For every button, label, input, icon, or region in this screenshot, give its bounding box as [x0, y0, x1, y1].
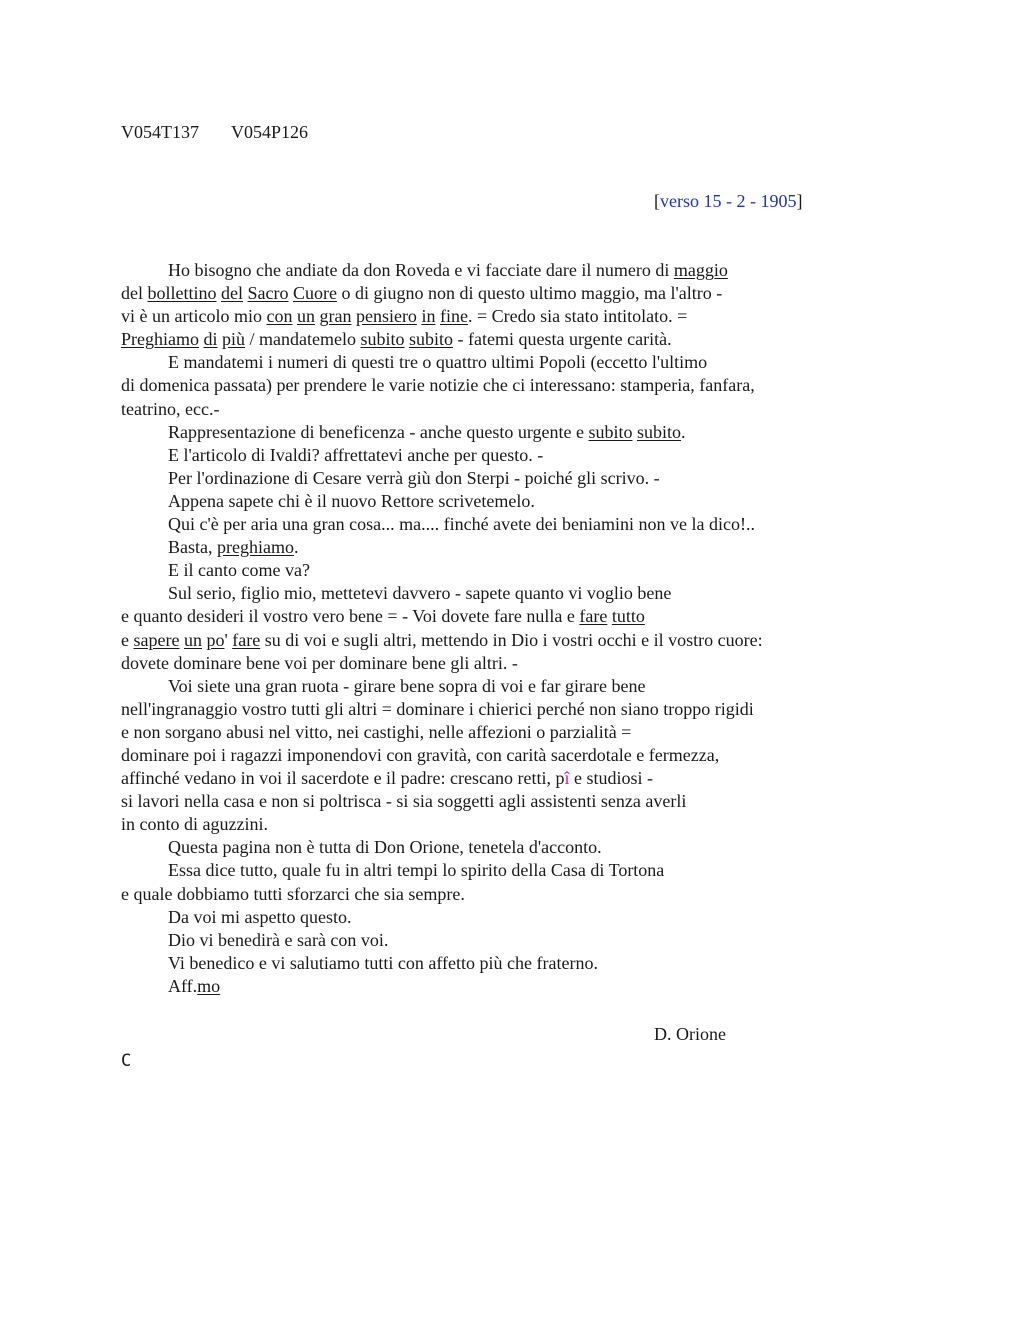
signature: D. Orione	[654, 1024, 726, 1044]
underlined-word: fine	[439, 306, 468, 327]
letter-line: E mandatemi i numeri di questi tre o quattro ultimi Popoli (eccetto l'ultimo	[168, 352, 708, 373]
highlighted-character: î	[564, 768, 570, 789]
letter-line	[121, 629, 851, 652]
letter-line: e quale dobbiamo tutti sforzarci che sia sempre.	[121, 883, 465, 904]
letter-line: in conto di aguzzini.	[121, 814, 268, 835]
underlined-word: fare	[232, 629, 261, 650]
volume-code: V054T137	[121, 122, 199, 142]
letter-line: E il canto come va?	[168, 560, 310, 581]
letter-line: Sul serio, figlio mio, mettetevi davvero - sapete quanto vi voglio bene	[168, 583, 672, 604]
text-run: Rappresentazione di beneficenza - anche questo urgente e	[168, 421, 589, 442]
letter-line: Per l'ordinazione di Cesare verrà giù don Sterpi - poiché gli scrivo. -	[168, 467, 660, 488]
letter-line: teatrino, ecc.-	[121, 398, 220, 419]
letter-line	[121, 975, 851, 998]
text-run: / mandatemelo	[245, 329, 361, 350]
letter-line	[121, 767, 851, 790]
text-run: o di giugno non di questo ultimo maggio, ma l'altro -	[336, 283, 723, 304]
underlined-word: Cuore	[292, 283, 337, 304]
letter-line: Questa pagina non è tutta di Don Orione, tenetela d'acconto.	[168, 837, 602, 858]
text-run: Ho bisogno che andiate da don Roveda e vi facciate dare il numero di	[168, 260, 674, 280]
text-run: e	[121, 629, 134, 650]
text-run: e studiosi -	[569, 768, 653, 789]
text-run: del	[121, 283, 148, 304]
letter-line	[121, 328, 851, 351]
letter-line: Da voi mi aspetto questo.	[168, 906, 352, 927]
text-run: - fatemi questa urgente carità.	[453, 329, 672, 350]
underlined-word: con	[266, 306, 293, 327]
letter-line	[121, 536, 851, 559]
letter-line: Qui c'è per aria una gran cosa... ma.... finché avete dei beniamini non ve la dico!..	[168, 514, 756, 535]
page-code: V054P126	[231, 122, 309, 142]
underlined-word: sapere	[133, 629, 180, 650]
text-run: affinché vedano in voi il sacerdote e il padre: crescano retti, p	[121, 768, 565, 789]
letter-line: si lavori nella casa e non si poltrisca - si sia soggetti agli assistenti senza averli	[121, 791, 687, 812]
letter-line	[121, 605, 851, 628]
text-run: Aff.	[168, 975, 198, 996]
underlined-word: pensiero	[355, 306, 417, 327]
letter-line	[121, 421, 851, 444]
text-run: vi è un articolo mio	[121, 306, 267, 327]
text-run: e quanto desideri il vostro vero bene = - Voi dovete fare nulla e	[121, 606, 580, 627]
underlined-word: un	[296, 306, 315, 327]
text-run: '	[224, 629, 233, 650]
underlined-word: Preghiamo	[121, 329, 199, 350]
underlined-word: mo	[197, 975, 221, 996]
underlined-word: maggio	[673, 260, 728, 280]
letter-line: Vi benedico e vi salutiamo tutti con affetto più che fraterno.	[168, 952, 598, 973]
letter-line: dovete dominare bene voi per dominare bene gli altri. -	[121, 652, 518, 673]
letter-line: Dio vi benedirà e sarà con voi.	[168, 929, 389, 950]
document-codes	[121, 121, 308, 144]
footer-mark: C	[121, 1051, 132, 1071]
date-note	[654, 190, 802, 213]
underlined-word: tutto	[611, 606, 645, 627]
letter-line	[121, 259, 851, 282]
underlined-word: gran	[319, 306, 352, 327]
letter-line	[121, 305, 851, 328]
text-run: su di voi e sugli altri, mettendo in Dio i vostri occhi e il vostro cuore:	[260, 629, 763, 650]
letter-line: E l'articolo di Ivaldi? affrettatevi anche per questo. -	[168, 444, 544, 465]
date-bracket-open: [	[654, 191, 660, 211]
underlined-word: subito	[360, 329, 405, 350]
text-run: .	[293, 537, 299, 558]
letter-line	[121, 282, 851, 305]
text-run: . = Credo sia stato intitolato. =	[467, 306, 688, 327]
underlined-word: Sacro	[247, 283, 289, 304]
text-run: Basta,	[168, 537, 217, 558]
date-bracket-close: ]	[796, 191, 803, 211]
underlined-word: subito	[588, 421, 633, 442]
letter-line: dominare poi i ragazzi imponendovi con gravità, con carità sacerdotale e fermezza,	[121, 744, 720, 765]
underlined-word: fare	[579, 606, 608, 627]
underlined-word: po	[206, 629, 225, 650]
underlined-word: subito	[636, 421, 681, 442]
underlined-word: preghiamo	[217, 537, 294, 558]
letter-line: nell'ingranaggio vostro tutti gli altri = dominare i chierici perché non siano troppo rigidi	[121, 698, 754, 719]
letter-line: di domenica passata) per prendere le varie notizie che ci interessano: stamperia, fanfara,	[121, 375, 755, 396]
underlined-word: in	[421, 306, 436, 327]
underlined-word: subito	[409, 329, 454, 350]
letter-line: Appena sapete chi è il nuovo Rettore scrivetemelo.	[168, 490, 535, 511]
underlined-word: bollettino	[147, 283, 217, 304]
underlined-word: più	[222, 329, 246, 350]
letter-line: Voi siete una gran ruota - girare bene sopra di voi e far girare bene	[168, 675, 646, 696]
letter-line: Essa dice tutto, quale fu in altri tempi lo spirito della Casa di Tortona	[168, 860, 665, 881]
text-run: .	[681, 421, 686, 442]
letter-body	[121, 259, 851, 998]
underlined-word: un	[183, 629, 202, 650]
date-text: verso 15 - 2 - 1905	[660, 191, 797, 211]
letter-line: e non sorgano abusi nel vitto, nei castighi, nelle affezioni o parzialità =	[121, 721, 632, 742]
underlined-word: di	[203, 329, 218, 350]
underlined-word: del	[221, 283, 243, 304]
